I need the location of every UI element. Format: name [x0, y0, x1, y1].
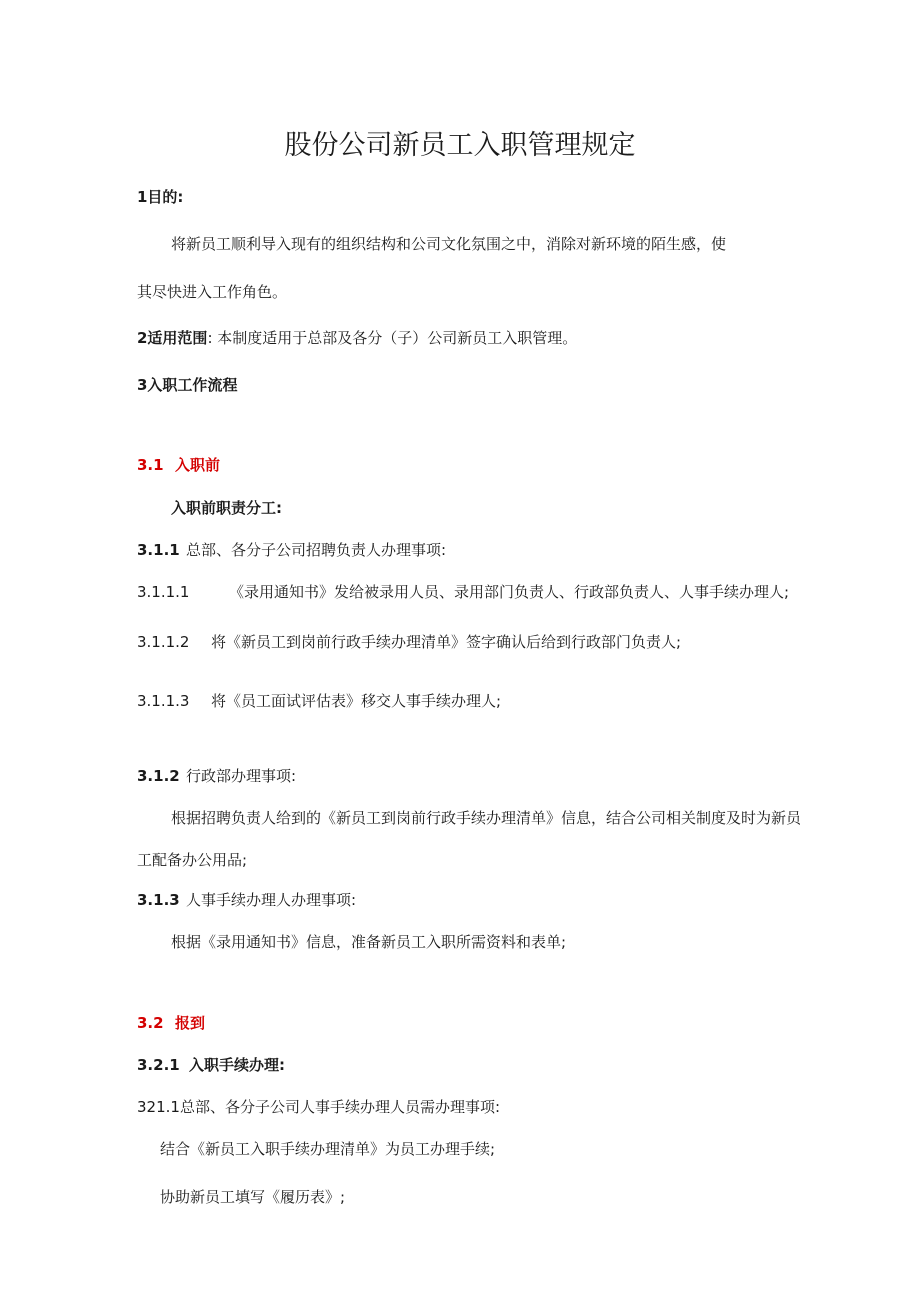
section-3-2-1-number: 3.2.1	[137, 1056, 180, 1074]
section-3-1-1-2	[137, 632, 681, 652]
section-3-1-1-3	[137, 691, 501, 711]
section-3-1-3-text: 人事手续办理人办理事项:	[186, 891, 357, 909]
section-3-1-2-body-line1: 根据招聘负责人给到的《新员工到岗前行政手续办理清单》信息，结合公司相关制度及时为新员	[171, 809, 802, 827]
section-2-text: : 本制度适用于总部及各分（子）公司新员工入职管理。	[207, 329, 578, 347]
section-2	[137, 328, 577, 348]
section-3-2-1-1-item1: 结合《新员工入职手续办理清单》为员工办理手续;	[160, 1140, 496, 1158]
section-3-1-2-text: 行政部办理事项:	[186, 767, 297, 785]
section-2-label: 2适用范围	[137, 329, 208, 347]
section-3-1-3-body: 根据《录用通知书》信息，准备新员工入职所需资料和表单;	[171, 933, 567, 951]
section-3-2-1-1-item2: 协助新员工填写《履历表》;	[160, 1188, 346, 1206]
section-3-label: 3入职工作流程	[137, 376, 238, 394]
section-3-2-title: 报到	[175, 1014, 206, 1032]
section-3-2-1-title: 入职手续办理:	[189, 1056, 285, 1074]
section-3-1-3	[137, 890, 356, 910]
section-3-2-number: 3.2	[137, 1014, 164, 1032]
section-1-text-line2: 其尽快进入工作角色。	[137, 283, 288, 301]
section-3-1-2-number: 3.1.2	[137, 767, 180, 785]
section-3-2-1	[137, 1055, 285, 1075]
section-3-1-2	[137, 766, 296, 786]
section-3-1-1-2-text: 将《新员工到岗前行政手续办理清单》签字确认后给到行政部门负责人;	[211, 633, 682, 651]
section-3-1-heading	[137, 455, 220, 475]
section-3-1-1-1	[137, 582, 789, 602]
section-3-1-1-number: 3.1.1	[137, 541, 180, 559]
section-3-1-title: 入职前	[175, 456, 221, 474]
section-1-label: 1目的:	[137, 188, 184, 206]
section-3-2-heading	[137, 1013, 205, 1033]
section-3-1-1-text: 总部、各分子公司招聘负责人办理事项:	[186, 541, 447, 559]
section-3-1-1-1-text: 《录用通知书》发给被录用人员、录用部门负责人、行政部负责人、人事手续办理人;	[229, 583, 790, 601]
section-3-1-3-number: 3.1.3	[137, 891, 180, 909]
section-3-1-1-2-number: 3.1.1.2	[137, 633, 190, 651]
section-3-1-1-3-text: 将《员工面试评估表》移交人事手续办理人;	[211, 692, 502, 710]
section-3-1-1-3-number: 3.1.1.3	[137, 692, 190, 710]
section-3-1-2-body-line2: 工配备办公用品;	[137, 851, 248, 869]
section-3-1-1	[137, 540, 446, 560]
document-title: 股份公司新员工入职管理规定	[284, 130, 636, 161]
section-1-text-line1: 将新员工顺利导入现有的组织结构和公司文化氛围之中，消除对新环境的陌生感，使	[171, 235, 727, 253]
section-3-1-number: 3.1	[137, 456, 164, 474]
section-3-2-1-1: 321.1总部、各分子公司人事手续办理人员需办理事项:	[137, 1098, 500, 1116]
section-3-1-1-1-number: 3.1.1.1	[137, 583, 190, 601]
section-3-1-subheading: 入职前职责分工:	[171, 499, 282, 517]
